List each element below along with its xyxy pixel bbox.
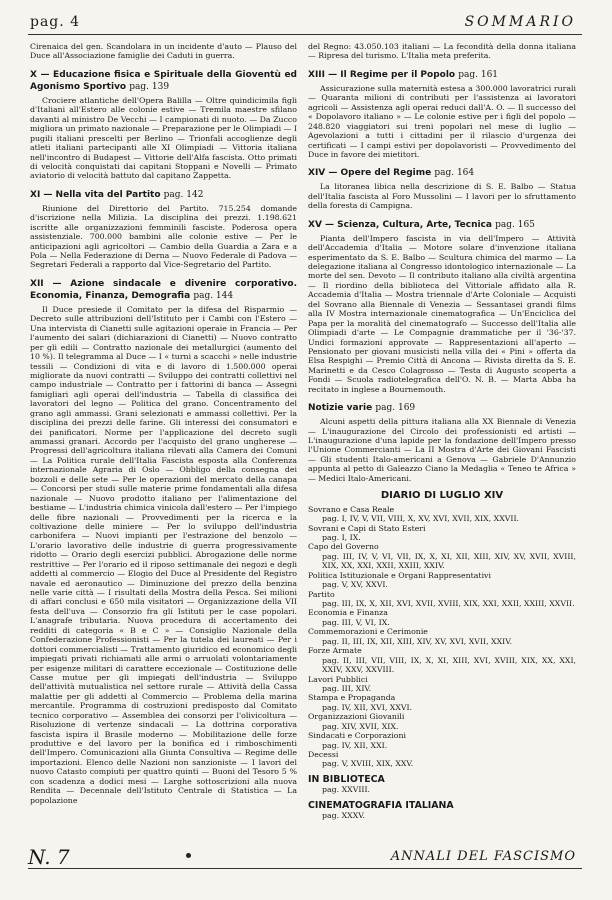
diary-entry-label: Politica Istituzionale e Organi Rappresentativi	[308, 570, 491, 580]
section-page: pag. 144	[193, 290, 234, 301]
section-text: Assicurazione sulla maternità estesa a 300.000 lavoratrici rurali — Quaranta milioni di contributi per l'assistenza ai lavoratori agricoli — Assistenza agli operai reduci dall'A. O. — Il successo del « Dopolavoro italiano » — Le colonie estive per i figli del popolo — 248.820 viaggiatori sui treni popolari nel mese di luglio — Agevolazioni a tutti i cittadini per il rilascio d'urgenza dei certificati — I campi estivi per dopolavoristi — Provvedimento del Duce in favore dei mietitori.	[308, 83, 576, 159]
page-number: pag. 4	[30, 14, 81, 30]
diary-entry	[308, 571, 576, 590]
diary-entry	[308, 542, 576, 570]
diary-list	[308, 505, 576, 769]
section-page: pag. 139	[129, 81, 170, 92]
diary-entry	[308, 750, 576, 769]
section-text: La litoranea libica nella descrizione di S. E. Balbo — Statua dell'Italia fascista al Foro Mussolini — I lavori per lo sfruttamento della foresta di Campigna.	[308, 182, 576, 211]
diary-entry-pages: pag. XIV, XVII, XIX.	[322, 721, 399, 731]
diary-entry	[308, 693, 576, 712]
section-heading-xiv	[308, 167, 576, 179]
section-title: XIV — Opere del Regime	[308, 168, 432, 179]
diary-entry-label: Economia e Finanza	[308, 608, 388, 618]
diary-entry-label: Stampa e Propaganda	[308, 693, 396, 703]
right-column	[308, 42, 576, 821]
diary-heading: DIARIO DI LUGLIO XIV	[380, 490, 504, 502]
diary-entry-pages: pag. IV, XII, XXI.	[322, 740, 388, 750]
diary-entry-label: Organizzazioni Giovanili	[308, 712, 405, 722]
section-page: pag. 164	[434, 168, 475, 179]
diary-entry-label: Decessi	[308, 750, 339, 759]
diary-entry-label: Sindacati e Corporazioni	[308, 731, 406, 741]
section-heading-xii	[30, 278, 297, 302]
header-rule	[28, 34, 582, 35]
publication-title: ANNALI DEL FASCISMO	[390, 849, 576, 864]
continued-text: del Regno: 43.050.103 italiani — La fecondità della donna italiana — Ripresa del turismo. L'Italia meta preferita.	[308, 42, 576, 61]
running-title: SOMMARIO	[464, 14, 576, 30]
diary-entry-label: Sovrano e Casa Reale	[308, 504, 395, 514]
section-page: pag. 142	[163, 189, 204, 200]
section-title: Notizie varie	[308, 403, 373, 414]
section-heading-xi	[30, 189, 297, 201]
diary-entry-pages: pag. I, IX.	[322, 532, 361, 542]
section-title: XII — Azione sindacale e divenire corporativo. Economia, Finanza, Demografia	[30, 278, 297, 301]
diary-entry	[308, 627, 576, 646]
section-title: XV — Scienza, Cultura, Arte, Tecnica	[308, 219, 492, 230]
diary-entry	[308, 712, 576, 731]
diary-entry-pages: pag. II, III, IX, XII, XIII, XIV, XV, XVI, XVII, XXIV.	[322, 636, 512, 646]
diary-entry-pages: pag. III, IV, V, VI, VII, IX, X, XI, XII, XIII, XIV, XV, XVII, XVIII, XIX, XX, XXI, XXII, XXIII, XXIV.	[322, 551, 576, 571]
section-heading-notizie	[308, 402, 576, 414]
diary-entry-pages: pag. III, IX, X, XII, XVI, XVII, XVIII, XIX, XXI, XXII, XXIII, XXVII.	[322, 599, 575, 608]
section-text: Riunione del Direttorio del Partito. 715.254 domande d'iscrizione nella Milizia. La disciplina dei prezzi. 1.198.621 iscritte alle organizzazioni femminili fasciste. Poderosa opera assistenziale. 700.000 bambini alle colonie estive — Per le anticipazioni agli agricoltori — Cambio della Guardia a Zara e a Pola — Nella Federazione di Derna — Nuovo Federale di Padova — Segretari Federali a rapporto dal Vice-Segretario del Partito.	[30, 203, 297, 270]
cinema-heading: CINEMATOGRAFIA ITALIANA	[308, 799, 454, 811]
section-page: pag. 161	[458, 69, 499, 80]
section-title: X — Educazione fisica e Spirituale della Gioventù ed Agonismo Sportivo	[30, 69, 297, 92]
diary-entry-label: Sovrani e Capi di Stato Esteri	[308, 523, 426, 533]
section-heading-x	[30, 69, 297, 93]
diary-entry-label: Forze Armate	[308, 646, 362, 656]
diary-entry	[308, 524, 576, 543]
diary-entry	[308, 731, 576, 750]
section-text: Pianta dell'Impero fascista in via dell'Impero — Attività dell'Accademia d'Italia — Motore solare d'invenzione italiana esperimentato da S. E. Balbo — Scultura chimica del marmo — La delegazione italiana al Congresso idontologico internazionale — La morte del sen. Devoto — Il contributo italiano alla civiltà argentina — Il riordino della biblioteca del Vittoriale affidato alla R. Accademia d'Italia — Mostra triennale d'Arte Coloniale — Acquisti del Sovrano alla Biennale di Venezia — Sessantasei grandi films alla IV Mostra internazionale cinematografica — Un'Enciclica del Papa per la moralità del cinematografo — Successo dell'Italia alle Olimpiadi d'arte — Le Compagnie drammatiche per il '36-'37. Undici formazioni approvate — Rappresentazioni all'aperto — Pensionato per giovani musicisti nella villa dei « Pini » offerta da Elsa Respighi — Premio Città di Ancona — Rivista diretta da S. E. Marinetti e da Cesco Colagrosso — Testa di Augusto scoperta a Fondi — Scuola radiotelegrafica dell'O. N. B. — Marta Abba ha recitato in inglese a Bournemouth.	[308, 233, 576, 394]
footer-rule	[28, 868, 582, 869]
continued-text: Cirenaica del gen. Scandolara in un incidente d'auto — Plauso del Duce all'Associazione famiglie dei Caduti in guerra.	[30, 42, 297, 61]
diary-entry-pages: pag. II, III, VII, VIII, IX, X, XI, XIII, XVI, XVIII, XIX, XX, XXI, XXIV, XXV, XXVIII.	[322, 655, 576, 675]
diary-entry-label: Lavori Pubblici	[308, 674, 368, 684]
biblioteca-heading: IN BIBLIOTECA	[308, 773, 385, 785]
section-text: Alcuni aspetti della pittura italiana alla XX Biennale di Venezia — L'inaugurazione del Circolo dei professionisti ed artisti — L'inaugurazione d'una lapide per la fondazione dell'Impero presso l'Unione Commercianti — La II Mostra d'Arte dei Giovani Fascisti — Gli studenti Italo-americani a Genova — Gabriele D'Annunzio appunta al petto di Galeazzo Ciano la Medaglia « Teneo te Africa » — Medici Italo-Americani.	[308, 417, 576, 483]
issue-number: N. 7	[28, 845, 70, 869]
left-column	[30, 42, 297, 811]
diary-entry	[308, 590, 576, 609]
diary-entry-label: Partito	[308, 589, 335, 599]
section-title: XI — Nella vita del Partito	[30, 189, 161, 200]
diary-entry-pages: pag. I, IV, V, VII, VIII, X, XV, XVI, XVII, XIX, XXVII.	[322, 514, 520, 524]
section-page: pag. 169	[375, 403, 416, 414]
diary-entry-pages: pag. III, V, VI, IX.	[322, 617, 390, 627]
diary-entry	[308, 675, 576, 694]
ornament-dot	[186, 853, 191, 858]
diary-entry	[308, 505, 576, 524]
section-text: Crociere atlantiche dell'Opera Balilla — Oltre quindicimila figli d'Italiani all'Estero alle colonie estive — Tremila maestre sfilano davanti al ministro De Vecchi — I campionati di nuoto. — Da Zucco migliora un primato nazionale — Preparazione per le Olimpiadi — I pugili italiani prescelti per Berlino — Trionfali accoglienze degli atleti italiani partecipanti alle XI Olimpiadi — Vittoria italiana nell'incontro di Budapest — Vittorie dell'Alfa fascista. Otto primati di velocità conquistati dai capitani Stoppani e Novelli — Primato aviatorio di velocità battuto dal capitano Zappetta.	[30, 95, 297, 181]
section-title: XIII — Il Regime per il Popolo	[308, 69, 456, 80]
diary-entry-pages: pag. V, XVIII, XIX, XXV.	[322, 759, 414, 769]
diary-entry	[308, 646, 576, 674]
diary-entry-pages: pag. III, XIV.	[322, 683, 372, 693]
section-page: pag. 165	[495, 219, 535, 230]
section-text: Il Duce presiede il Comitato per la difesa del Risparmio — Decreto sulle attribuzioni dell'Istituto per i Cambi con l'Estero — Una intervista di Cianetti sulle agitazioni operaie in Francia — Per l'aumento dei salari (dichiarazioni di Cianetti) — Nuovo contratto per gli edili — Contratto nazionale dei metallurgici (aumento del 10 %). Il telegramma al Duce — I « turni a scacchi » nelle industrie tessili — Condizioni di vita e di lavoro di 1.500.000 operai migliorate da nuovi contratti — Sviluppo dei contratti collettivi nel campo industriale — Contratto per i fattorini di banca — Assegni famigliari agli operai dell'industria — Tabella di classifica dei lavoratori del legno — Politica del grano. Concentramento del grano agli ammassi. Grani selezionati e ammassi collettivi. Per la disciplina dei prezzi delle farine. Gli interessi dei consumatori e dei panificatori. Norme per l'applicazione del decreto sugli ammassi granari. Accordo per l'acquisto del grano ungherese — Progressi dell'agricoltura italiana rilevati alla Camera dei Comuni — La Politica rurale dell'Italia Fascista esposta alla Conferenza internazionale Agraria di Oslo — Obbligo della consegna dei bozzoli e delle sete — Per le operazioni del mercato della canapa — Concorsi per studi sulle materie prime fondamentali alla difesa nazionale — Nuovo prodotto italiano per l'alimentazione del bestiame — L'industria chimica vinicola dall'estero — Per l'impiego delle fibre nazionali — Provvedimenti per la ricerca e la coltivazione delle miniere — Per lo sviluppo dell'industria carbonifera — Nuovi impianti per l'estrazione del benzolo — L'orario lavorativo delle industrie di guerra progressivamente ridotto — Orario degli esercizi pubblici. Abrogazione delle norme restrittive — Per l'orario ed il riposo settimanale dei negozi e degli addetti al commercio — Elogio del Duce al Presidente del Registro navale ed aeronautico — Diminuzione del prezzo della benzina nelle varie città — I risultati della Mostra della Pesca. Sei milioni di affari conclusi e 650 mila visitatori — Organizzazione della VII festa dell'uva — Consorzio fra gli Istituti per le case popolari. L'anagrafe tributaria. Nuova procedura di accertamento dei redditi di categoria « B e C » — Consiglio Nazionale della Confederazione Professionisti — Per la tutela dei laureati — Per i dottori commercialisti — Trattamento giuridico ed economico degli impiegati privati richiamati alle armi o arruolati volontariamente per esigenze militari di carattere eccezionale — Costituzione delle Casse mutue per gli impiegati dell'industria — Sviluppo dell'attività mutualistica nel settore rurale — Attività della Cassa malattie per gli addetti al Commercio — Problema della marina mercantile. Programma di costruzioni predisposto dal Comitato tecnico corporativo — Assemblea dei consorzi per l'olivicoltura — Risoluzione di vertenze sindacali — La dottrina corporativa fascista ispira il Brasile moderno — Mobilitazione delle forze produttive e del lavoro per la bonifica ed i rimboschimenti dell'Impero. Comunicazioni alla Giunta Consultiva — Regime delle importazioni. Elenco delle Nazioni non sanzioniste — I lavori del nuovo Catasto compiuti per quattro quinti — Buoni del Tesoro 5 % con scadenza a dodici mesi — Larghe sottoscrizioni alla nuova Rendita — Decennale dell'Istituto Centrale di Statistica — La popolazione	[30, 304, 297, 805]
diary-entry-pages: pag. IV, XII, XVI, XXVI.	[322, 702, 413, 712]
section-heading-xiii	[308, 69, 576, 81]
diary-entry	[308, 608, 576, 627]
cinema-page: pag. XXXV.	[322, 811, 365, 821]
diary-entry-pages: pag. V, XV, XXVI.	[322, 580, 388, 590]
section-heading-xv	[308, 219, 576, 231]
diary-entry-label: Capo del Governo	[308, 542, 379, 552]
biblioteca-page: pag. XXVIII.	[322, 785, 371, 795]
diary-entry-label: Commemorazioni e Cerimonie	[308, 627, 428, 637]
